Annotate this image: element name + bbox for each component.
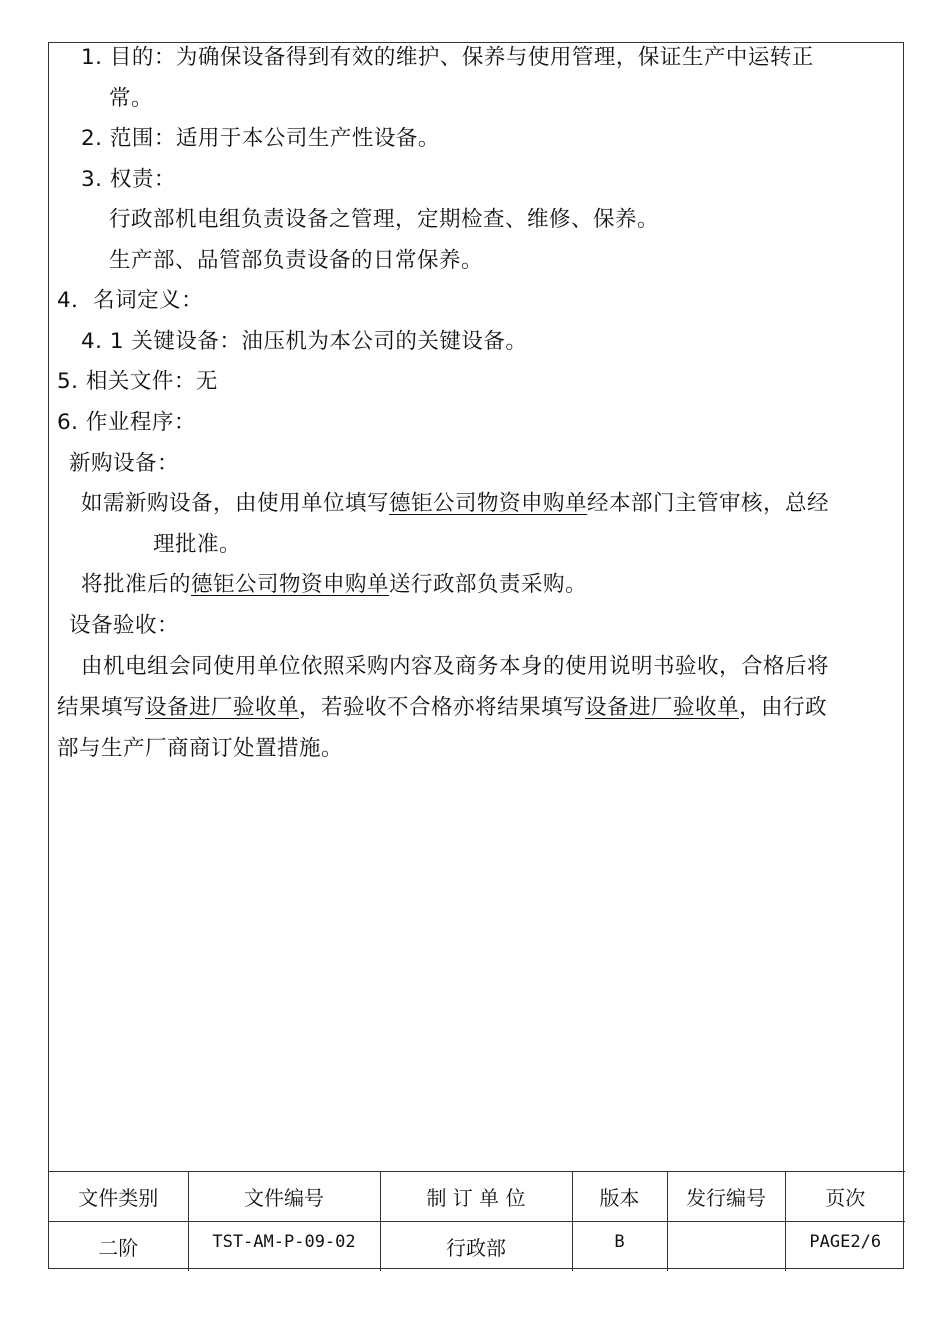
value-issuing-unit: 行政部 <box>380 1222 572 1272</box>
document-info-table <box>49 1171 905 1271</box>
form-reference-purchase-request: 德钜公司物资申购单 <box>191 572 390 597</box>
acceptance-paragraph-line-1: 由机电组会同使用单位依照采购内容及商务本身的使用说明书验收，合格后将 <box>81 654 830 679</box>
text-run: 结果填写 <box>57 695 146 720</box>
header-doc-number: 文件编号 <box>188 1172 380 1222</box>
table-header-row <box>49 1172 905 1222</box>
new-equipment-paragraph-2 <box>81 570 587 600</box>
acceptance-paragraph-line-3: 部与生产厂商商订处置措施。 <box>57 736 344 761</box>
header-doc-category: 文件类别 <box>49 1172 188 1222</box>
form-reference-acceptance: 设备进厂验收单 <box>585 695 740 720</box>
new-equipment-paragraph-1 <box>81 489 829 519</box>
section-related-docs: 5. 相关文件：无 <box>57 369 218 394</box>
value-page: PAGE2/6 <box>785 1222 905 1272</box>
section-definitions: 4．名词定义： <box>57 288 204 313</box>
text-run: 经本部门主管审核，总经 <box>587 491 830 516</box>
responsibility-production: 生产部、品管部负责设备的日常保养。 <box>109 248 484 273</box>
section-procedure: 6. 作业程序： <box>57 410 196 435</box>
text-run: 如需新购设备，由使用单位填写 <box>81 491 390 516</box>
header-issuing-unit: 制 订 单 位 <box>380 1172 572 1222</box>
form-reference-acceptance: 设备进厂验收单 <box>145 695 300 720</box>
document-body <box>49 43 903 1171</box>
value-issue-number <box>667 1222 785 1272</box>
new-equipment-paragraph-1-cont: 理批准。 <box>153 532 242 557</box>
value-doc-number: TST-AM-P-09-02 <box>188 1222 380 1272</box>
form-reference-purchase-request: 德钜公司物资申购单 <box>389 491 588 516</box>
text-run: 将批准后的 <box>81 572 192 597</box>
section-scope: 2. 范围：适用于本公司生产性设备。 <box>81 126 440 151</box>
text-run: ，由行政 <box>739 695 828 720</box>
section-purpose-cont: 常。 <box>109 86 154 111</box>
table-value-row <box>49 1222 905 1272</box>
value-doc-category: 二阶 <box>49 1222 188 1272</box>
acceptance-paragraph-line-2 <box>57 693 827 723</box>
document-page <box>48 42 904 1269</box>
header-version: 版本 <box>572 1172 667 1222</box>
header-page: 页次 <box>785 1172 905 1222</box>
section-responsibility: 3. 权责： <box>81 167 176 192</box>
subsection-new-equipment: 新购设备： <box>69 451 180 476</box>
responsibility-admin: 行政部机电组负责设备之管理，定期检查、维修、保养。 <box>109 207 660 232</box>
section-purpose: 1. 目的：为确保设备得到有效的维护、保养与使用管理，保证生产中运转正 <box>81 45 814 70</box>
text-run: ，若验收不合格亦将结果填写 <box>299 695 586 720</box>
definition-key-equipment: 4. 1 关键设备：油压机为本公司的关键设备。 <box>81 329 528 354</box>
value-version: B <box>572 1222 667 1272</box>
header-issue-number: 发行编号 <box>667 1172 785 1222</box>
text-run: 送行政部负责采购。 <box>389 572 588 597</box>
subsection-acceptance: 设备验收： <box>69 613 180 638</box>
